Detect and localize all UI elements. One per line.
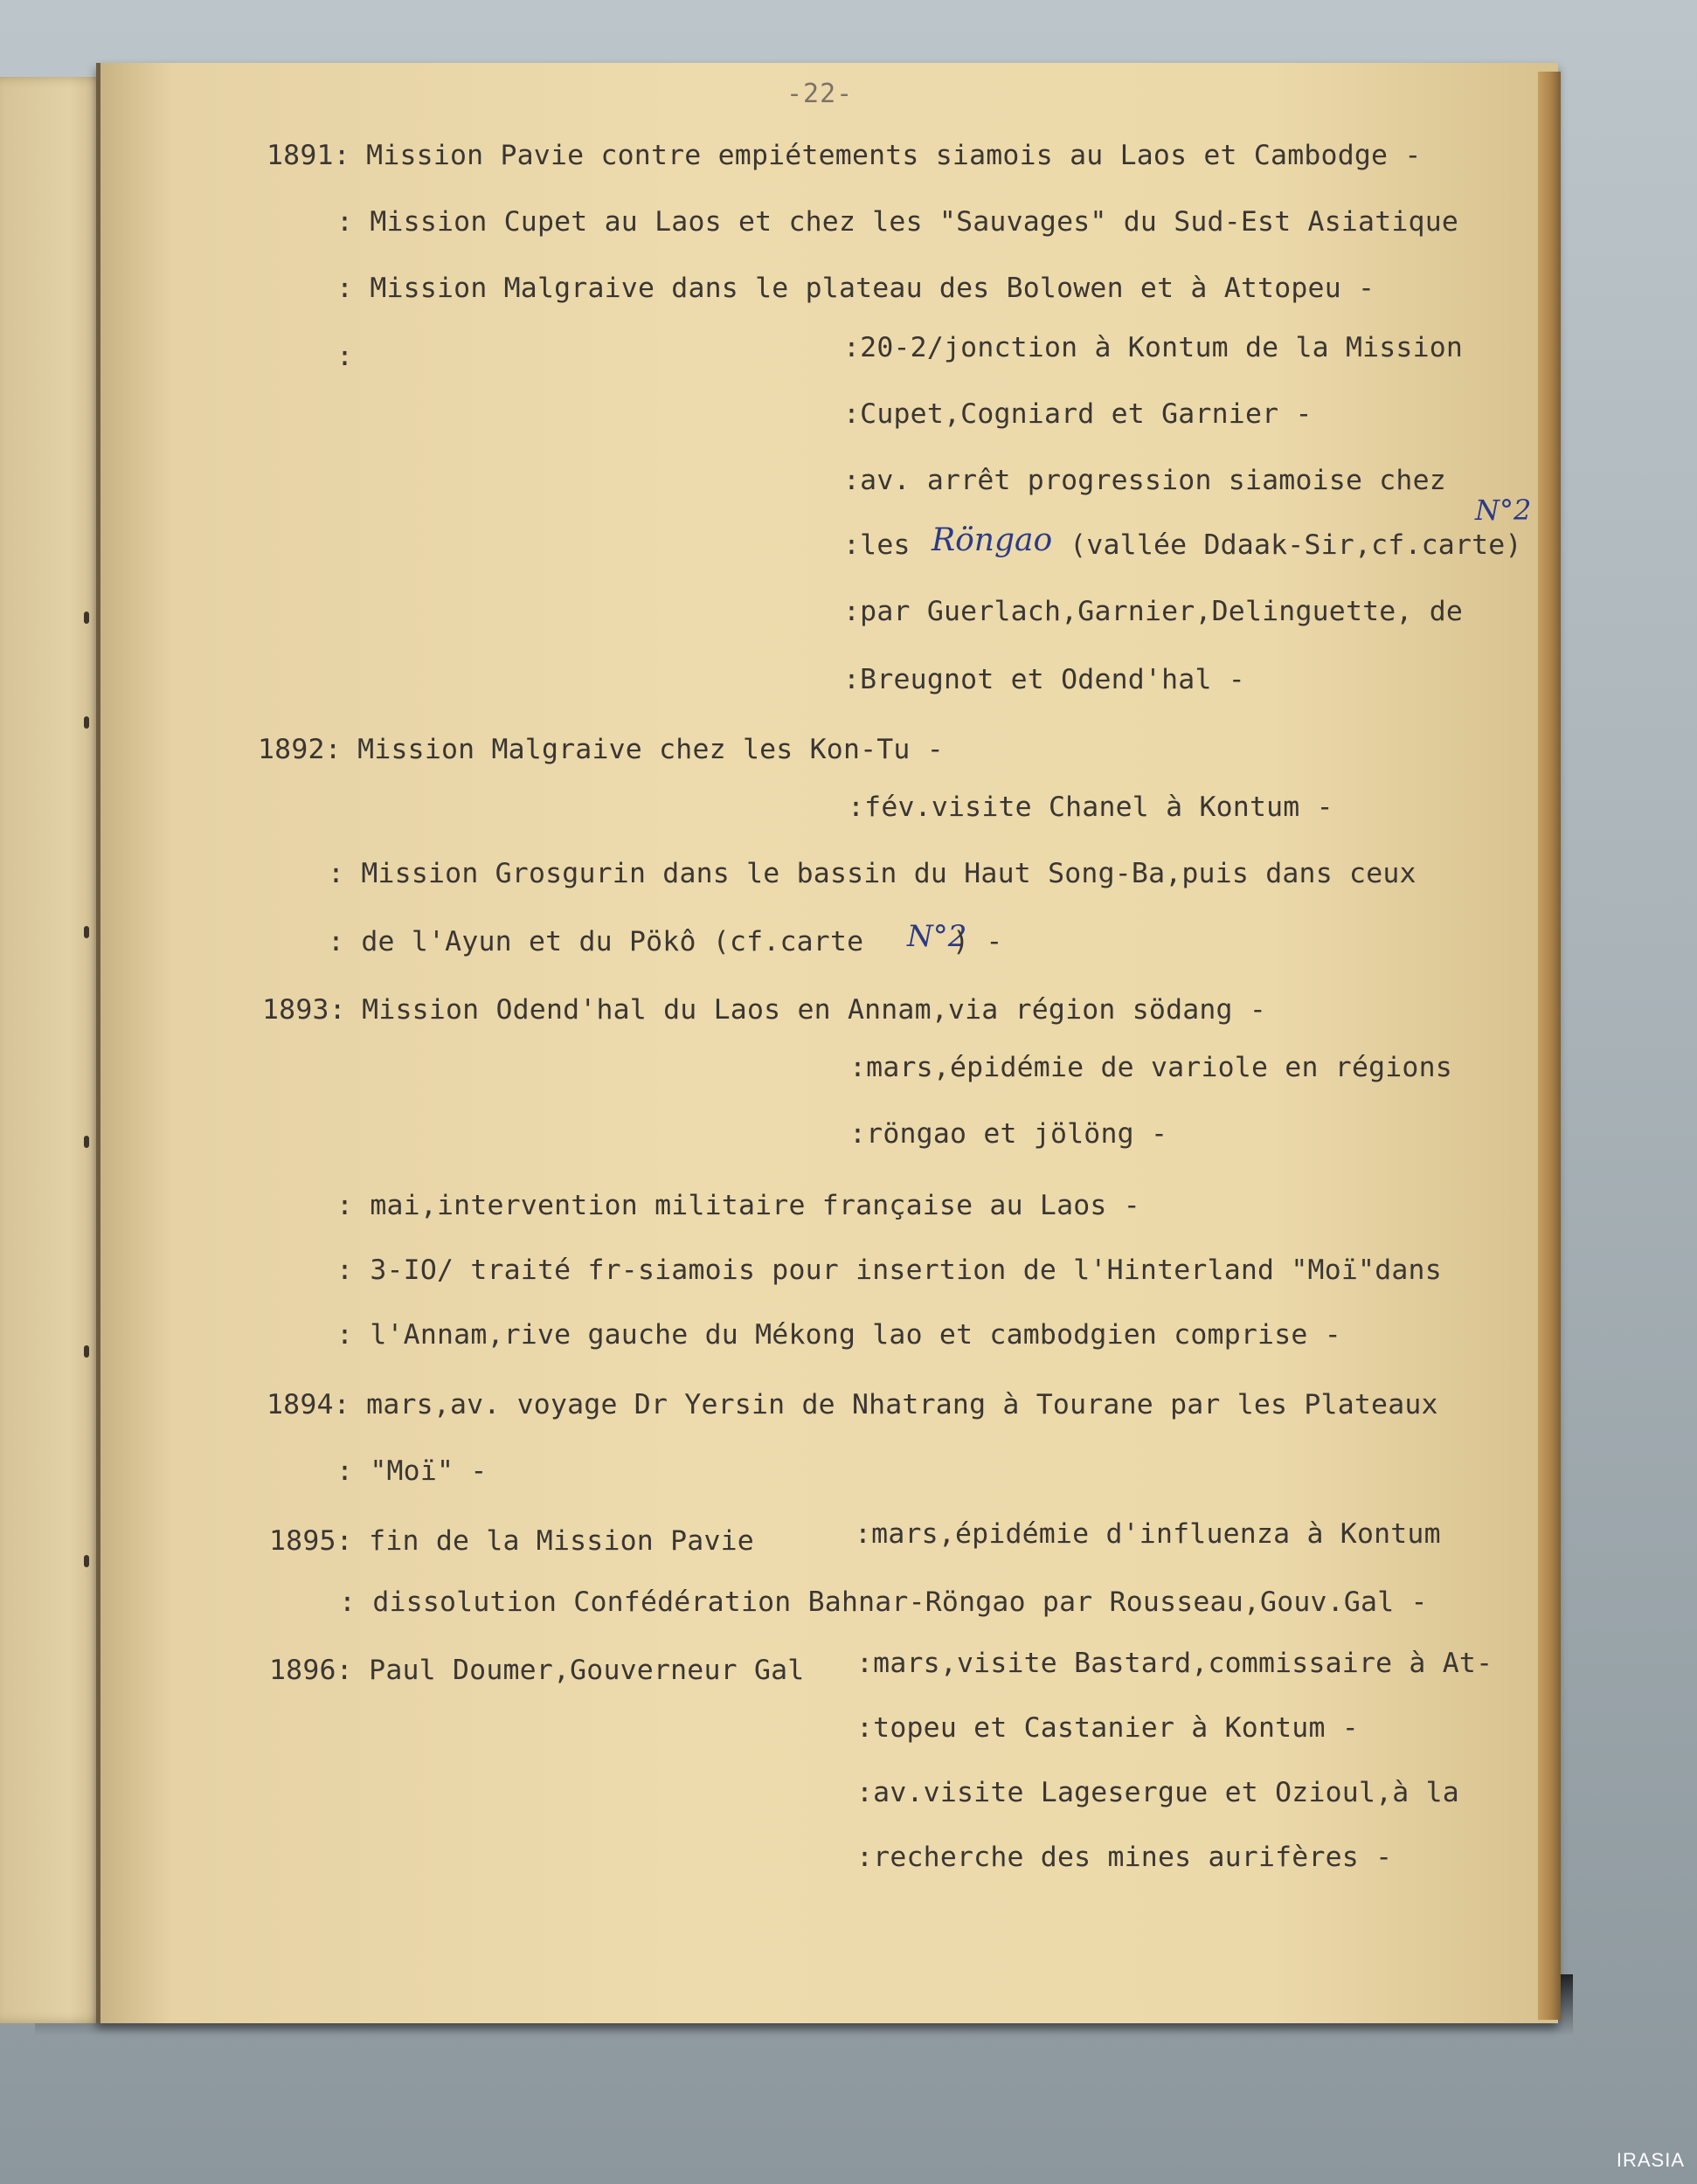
line-text-right: :av. arrêt progression siamoise chez bbox=[843, 465, 1446, 496]
line-text-right: :mars,visite Bastard,commissaire à At- bbox=[856, 1648, 1493, 1679]
line-text-right: :Cupet,Cogniard et Garnier - bbox=[843, 398, 1313, 430]
line-text-right: :par Guerlach,Garnier,Delinguette, de bbox=[843, 596, 1464, 627]
line-text: : dissolution Confédération Bahnar-Röngao par Rousseau,Gouv.Gal - bbox=[339, 1586, 1428, 1618]
line-text: Mission Malgraive chez les Kon-Tu - bbox=[341, 734, 944, 765]
line-text-right: :20-2/jonction à Kontum de la Mission bbox=[843, 332, 1464, 363]
line-text: fin de la Mission Pavie bbox=[352, 1525, 754, 1557]
line-text-right: :av.visite Lagesergue et Ozioul,à la bbox=[856, 1777, 1459, 1808]
date-1894: 1894: bbox=[267, 1389, 350, 1420]
date-1891: 1891: bbox=[267, 140, 350, 171]
line-text: : 3-IO/ traité fr-siamois pour insertion de l'Hinterland "Moï"dans bbox=[336, 1254, 1442, 1286]
handwritten-word: Röngao bbox=[932, 522, 1053, 558]
line-text-right: :Breugnot et Odend'hal - bbox=[843, 664, 1245, 695]
line-text-right: :topeu et Castanier à Kontum - bbox=[856, 1712, 1359, 1744]
page-number: -22- bbox=[786, 79, 854, 109]
date-1892: 1892: bbox=[258, 734, 342, 765]
page-edge bbox=[1538, 72, 1561, 2020]
line-text-right: :röngao et jölöng - bbox=[849, 1118, 1168, 1150]
line-text-right: :mars,épidémie de variole en régions bbox=[849, 1052, 1452, 1083]
line-text: : "Moï" - bbox=[336, 1455, 488, 1487]
line-text-right: :recherche des mines aurifères - bbox=[856, 1842, 1393, 1873]
watermark: IRASIA bbox=[1616, 2149, 1685, 2171]
date-1893: 1893: bbox=[262, 994, 346, 1026]
line-text: : Mission Cupet au Laos et chez les "Sauvages" du Sud-Est Asiatique bbox=[336, 206, 1459, 238]
line-text: mars,av. voyage Dr Yersin de Nhatrang à Tourane par les Plateaux bbox=[350, 1389, 1438, 1420]
line-text: Paul Doumer,Gouverneur Gal bbox=[352, 1655, 805, 1686]
line-text: Mission Pavie contre empiétements siamois au Laos et Cambodge - bbox=[350, 140, 1422, 171]
line-text: ) - bbox=[952, 926, 1003, 957]
date-1896: 1896: bbox=[269, 1655, 353, 1686]
line-text: : bbox=[336, 341, 354, 372]
line-text: : Mission Malgraive dans le plateau des Bolowen et à Attopeu - bbox=[336, 273, 1375, 304]
handwritten-annotation: N°2 bbox=[907, 919, 967, 954]
line-text: : Mission Grosgurin dans le bassin du Haut Song-Ba,puis dans ceux bbox=[328, 858, 1416, 889]
line-text-right: :mars,épidémie d'influenza à Kontum bbox=[855, 1518, 1441, 1550]
line-text-right: :fév.visite Chanel à Kontum - bbox=[848, 791, 1333, 823]
line-text: : l'Annam,rive gauche du Mékong lao et cambodgien comprise - bbox=[336, 1319, 1341, 1351]
handwritten-annotation: N°2 bbox=[1475, 494, 1532, 527]
line-text-right: :les bbox=[843, 529, 911, 561]
line-text-right: (vallée Ddaak-Sir,cf.carte) bbox=[1053, 529, 1522, 561]
line-text: : de l'Ayun et du Pökô (cf.carte bbox=[328, 926, 864, 957]
line-text: Mission Odend'hal du Laos en Annam,via région södang - bbox=[345, 994, 1267, 1026]
line-text: : mai,intervention militaire française au Laos - bbox=[336, 1190, 1140, 1221]
date-1895: 1895: bbox=[269, 1525, 353, 1557]
